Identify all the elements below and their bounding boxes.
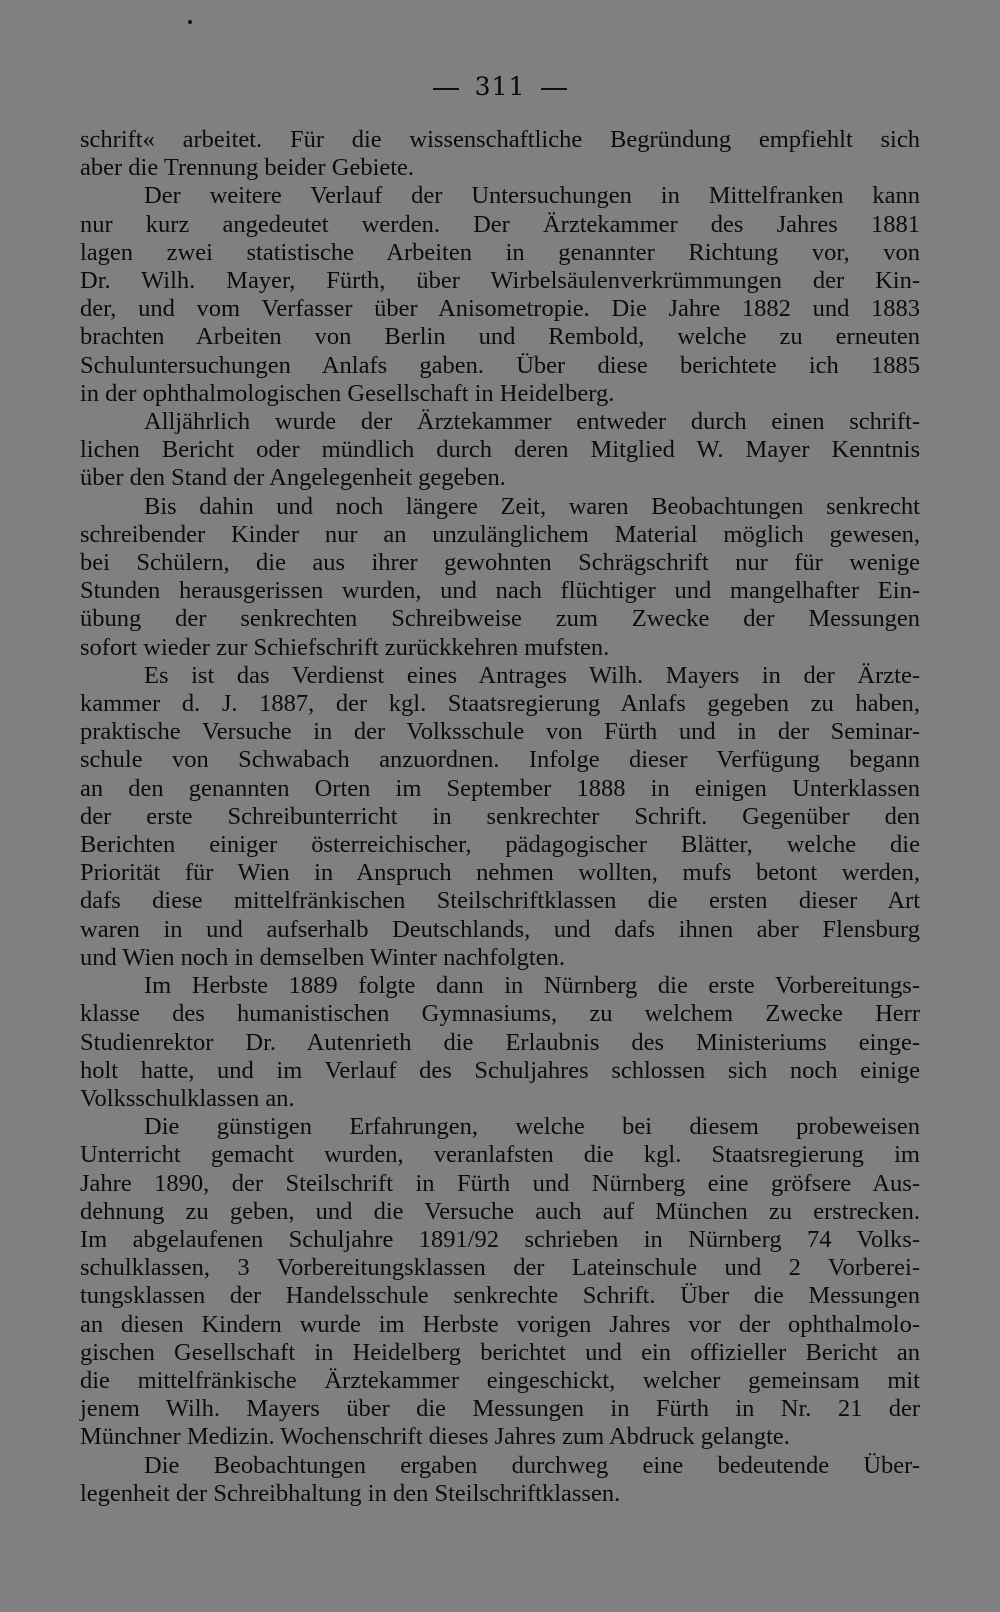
dash-right [541, 88, 567, 90]
text-line: und Wien noch in demselben Winter nachfolgten. [80, 943, 565, 971]
text-line: schrift« arbeitet. Für die wissenschaftliche Begründung empfiehlt sich [80, 126, 920, 153]
text-line: dehnung zu geben, und die Versuche auch auf München zu erstrecken. [80, 1197, 920, 1225]
text-line: an den genannten Orten im September 1888 in einigen Unterklassen [80, 774, 920, 802]
text-line: sofort wieder zur Schiefschrift zurückkehren mufsten. [80, 633, 610, 661]
text-line: Die günstigen Erfahrungen, welche bei diesem probeweisen [144, 1113, 920, 1141]
text-line: die mittelfränkische Ärztekammer eingeschickt, welcher gemeinsam mit [80, 1366, 920, 1394]
text-line: holt hatte, und im Verlauf des Schuljahres schlossen sich noch einige [80, 1056, 920, 1084]
text-line: übung der senkrechten Schreibweise zum Zwecke der Messungen [80, 605, 920, 633]
dash-left [433, 88, 459, 90]
paragraph [80, 972, 920, 1113]
text-line: Unterricht gemacht wurden, veranlafsten die kgl. Staatsregierung im [80, 1141, 920, 1169]
text-line: über den Stand der Angelegenheit gegeben. [80, 464, 506, 492]
paragraph [80, 1452, 920, 1508]
text-line: waren in und aufserhalb Deutschlands, und dafs ihnen aber Flensburg [80, 915, 920, 943]
text-line: Priorität für Wien in Anspruch nehmen wollten, mufs betont werden, [80, 859, 920, 887]
text-line: jenem Wilh. Mayers über die Messungen in Fürth in Nr. 21 der [80, 1395, 920, 1423]
text-line: in der ophthalmologischen Gesellschaft in Heidelberg. [80, 379, 615, 407]
text-line: praktische Versuche in der Volksschule von Fürth und in der Seminar- [80, 718, 920, 746]
body-text [80, 126, 920, 1508]
page-number-header [0, 72, 1000, 101]
text-line: Die Beobachtungen ergaben durchweg eine bedeutende Über- [144, 1451, 920, 1479]
text-line: Schuluntersuchungen Anlafs gaben. Über diese berichtete ich 1885 [80, 351, 920, 379]
text-line: Berichten einiger österreichischer, pädagogischer Blätter, welche die [80, 831, 920, 859]
text-line: brachten Arbeiten von Berlin und Rembold, welche zu erneuten [80, 323, 920, 351]
text-line: schulklassen, 3 Vorbereitungsklassen der Lateinschule und 2 Vorberei- [80, 1254, 920, 1282]
text-line: an diesen Kindern wurde im Herbste vorigen Jahres vor der ophthalmolo- [80, 1310, 920, 1338]
paragraph [80, 408, 920, 493]
text-line: nur kurz angedeutet werden. Der Ärztekammer des Jahres 1881 [80, 210, 920, 238]
text-line: Bis dahin und noch längere Zeit, waren Beobachtungen senkrecht [144, 492, 920, 520]
text-line: Münchner Medizin. Wochenschrift dieses Jahres zum Abdruck gelangte. [80, 1423, 790, 1451]
paragraph [80, 1113, 920, 1451]
text-line: der erste Schreibunterricht in senkrechter Schrift. Gegenüber den [80, 802, 920, 830]
text-line: Es ist das Verdienst eines Antrages Wilh. Mayers in der Ärzte- [144, 661, 920, 689]
text-line: tungsklassen der Handelsschule senkrechte Schrift. Über die Messungen [80, 1282, 920, 1310]
text-line: legenheit der Schreibhaltung in den Steilschriftklassen. [80, 1479, 621, 1507]
text-line: schreibender Kinder nur an unzulänglichem Material möglich gewesen, [80, 520, 920, 548]
text-line: gischen Gesellschaft in Heidelberg berichtet und ein offizieller Bericht an [80, 1338, 920, 1366]
text-line: lichen Bericht oder mündlich durch deren Mitglied W. Mayer Kenntnis [80, 436, 920, 464]
text-line: aber die Trennung beider Gebiete. [80, 154, 415, 182]
text-line: kammer d. J. 1887, der kgl. Staatsregierung Anlafs gegeben zu haben, [80, 690, 920, 718]
text-line: Im abgelaufenen Schuljahre 1891/92 schrieben in Nürnberg 74 Volks- [80, 1225, 920, 1253]
text-line: Der weitere Verlauf der Untersuchungen in Mittelfranken kann [144, 182, 920, 210]
page-number: 311 [474, 72, 526, 101]
text-line: Im Herbste 1889 folgte dann in Nürnberg die erste Vorbereitungs- [144, 972, 920, 1000]
text-line: dafs diese mittelfränkischen Steilschriftklassen die ersten dieser Art [80, 887, 920, 915]
text-line: Studienrektor Dr. Autenrieth die Erlaubnis des Ministeriums einge- [80, 1028, 920, 1056]
text-line: der, und vom Verfasser über Anisometropie. Die Jahre 1882 und 1883 [80, 295, 920, 323]
text-line: Alljährlich wurde der Ärztekammer entweder durch einen schrift- [144, 408, 920, 436]
paragraph [80, 126, 920, 182]
text-line: Jahre 1890, der Steilschrift in Fürth und Nürnberg eine gröfsere Aus- [80, 1169, 920, 1197]
paragraph [80, 662, 920, 972]
text-line: Volksschulklassen an. [80, 1084, 295, 1112]
print-speck [188, 20, 192, 24]
paragraph [80, 182, 920, 408]
text-line: klasse des humanistischen Gymnasiums, zu welchem Zwecke Herr [80, 1000, 920, 1028]
paragraph [80, 493, 920, 662]
text-line: lagen zwei statistische Arbeiten in genannter Richtung vor, von [80, 238, 920, 266]
text-line: bei Schülern, die aus ihrer gewohnten Schrägschrift nur für wenige [80, 549, 920, 577]
text-line: Stunden herausgerissen wurden, und nach flüchtiger und mangelhafter Ein- [80, 577, 920, 605]
text-line: Dr. Wilh. Mayer, Fürth, über Wirbelsäulenverkrümmungen der Kin- [80, 267, 920, 295]
text-line: schule von Schwabach anzuordnen. Infolge dieser Verfügung begann [80, 746, 920, 774]
